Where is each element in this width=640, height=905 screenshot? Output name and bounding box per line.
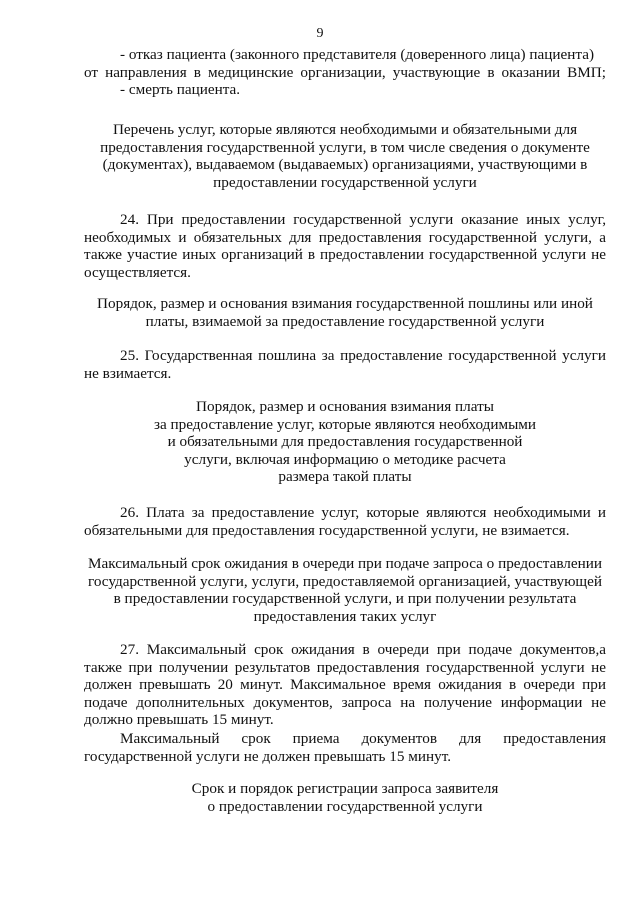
paragraph-line: также при получении результатов предоставления государственной услуги не	[84, 658, 606, 676]
paragraph-line: обязательными для предоставления государственной услуги, не взимается.	[84, 521, 570, 539]
section-heading-services	[84, 121, 606, 191]
heading-line: о предоставлении государственной услуги	[207, 797, 483, 815]
heading-line: предоставления таких услуг	[253, 607, 437, 625]
heading-line: услуги, включая информацию о методике расчета	[184, 450, 506, 468]
paragraph-line: осуществляется.	[84, 263, 191, 281]
heading-line: предоставлении государственной услуги	[213, 173, 477, 191]
section-heading-waiting-time	[84, 555, 606, 625]
paragraph-line: 27. Максимальный срок ожидания в очереди при подаче документов,а	[120, 641, 606, 658]
paragraph-line: Максимальный срок приема документов для предоставления	[120, 730, 606, 747]
section-heading-registration	[84, 780, 606, 815]
heading-line: Порядок, размер и основания взимания платы	[196, 398, 494, 415]
heading-line: предоставления государственной услуги, в том числе сведения о документе	[100, 138, 590, 156]
paragraph-line: 26. Плата за предоставление услуг, которые являются необходимыми и	[120, 504, 606, 521]
section-heading-state-fee	[84, 295, 606, 330]
heading-line: Срок и порядок регистрации запроса заявителя	[191, 780, 499, 797]
paragraph-25	[84, 347, 606, 382]
intro-line-1: - отказ пациента (законного представителя (доверенного лица) пациента)	[120, 46, 595, 63]
heading-line: Перечень услуг, которые являются необходимыми и обязательными для	[112, 121, 578, 138]
paragraph-line: должно превышать 15 минут.	[84, 711, 274, 729]
intro-block	[84, 46, 606, 99]
paragraph-line: подаче дополнительных документов, запроса на получение информации не	[84, 693, 606, 711]
paragraph-26	[84, 504, 606, 539]
intro-line-2: от направления в медицинские организации, участвующие в оказании ВМП;	[84, 63, 606, 81]
heading-line: за предоставление услуг, которые являются необходимыми	[153, 415, 537, 433]
paragraph-line: не взимается.	[84, 364, 172, 382]
heading-line: в предоставлении государственной услуги, и при получении результата	[113, 590, 577, 608]
paragraph-line: 25. Государственная пошлина за предоставление государственной услуги	[120, 347, 606, 364]
heading-line: и обязательными для предоставления государственной	[167, 433, 523, 451]
page-number: 9	[316, 26, 324, 41]
heading-line: платы, взимаемой за предоставление государственной услуги	[145, 312, 545, 330]
paragraph-27	[84, 641, 606, 729]
heading-line: (документах), выдаваемом (выдаваемых) организациями, участвующими в	[102, 156, 588, 174]
section-heading-fees	[84, 398, 606, 486]
paragraph-line: государственной услуги не должен превышать 15 минут.	[84, 747, 451, 765]
paragraph-line: 24. При предоставлении государственной услуги оказание иных услуг,	[120, 211, 606, 228]
paragraph-24	[84, 211, 606, 281]
paragraph-line: необходимых и обязательных для предоставления государственной услуги, а	[84, 228, 606, 246]
heading-line: государственной услуги, услуги, предоставляемой организацией, участвующей	[87, 572, 602, 590]
heading-line: Максимальный срок ожидания в очереди при подаче запроса о предоставлении	[87, 555, 603, 572]
intro-line-3: - смерть пациента.	[120, 81, 241, 99]
paragraph-line: также участие иных организаций в предоставлении государственной услуги не	[84, 246, 606, 264]
heading-line: Порядок, размер и основания взимания государственной пошлины или иной	[97, 295, 593, 312]
paragraph-27-receipt	[84, 730, 606, 765]
heading-line: размера такой платы	[278, 468, 412, 486]
paragraph-line: должен превышать 20 минут. Максимальное время ожидания в очереди при	[84, 676, 606, 694]
